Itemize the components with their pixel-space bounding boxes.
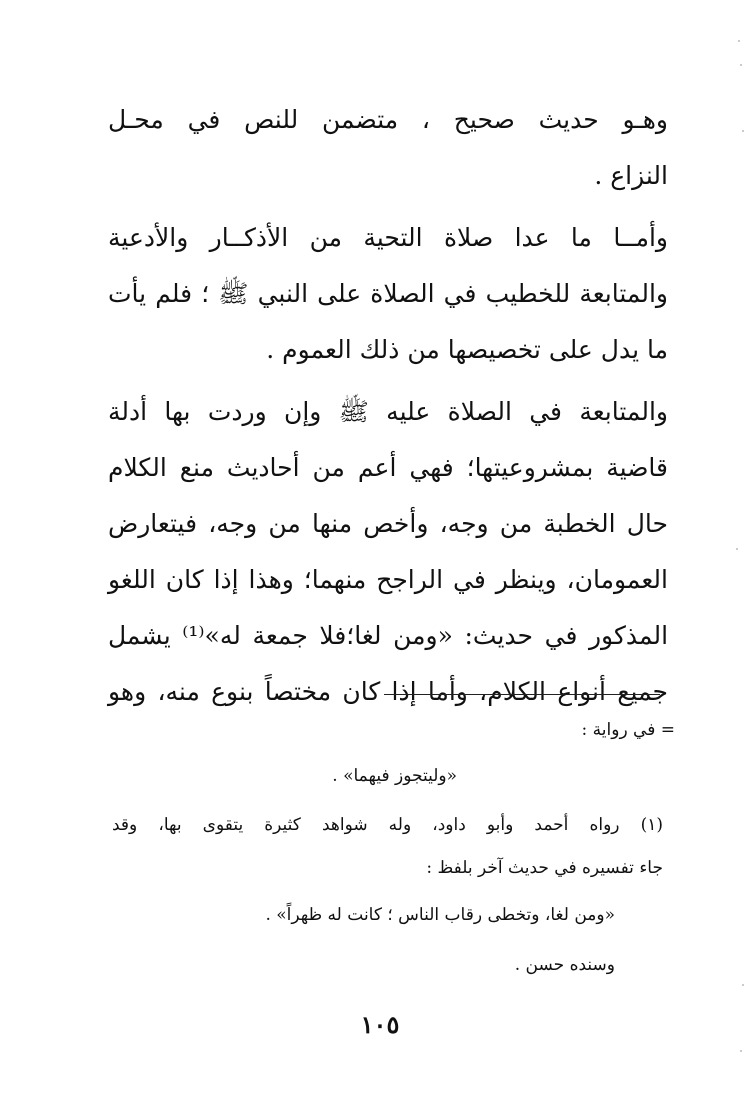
paragraph-2	[108, 210, 668, 378]
scan-speck	[742, 130, 744, 132]
scan-speck	[736, 548, 738, 550]
text-line: قاضية بمشروعيتها؛ فهي أعم من أحاديث منع الكلام	[108, 453, 668, 482]
text-line: وأمــا ما عدا صلاة التحية من الأذكــار والأدعية	[108, 223, 668, 252]
text-line: النزاع .	[594, 161, 668, 190]
scan-speck	[740, 64, 742, 66]
footnote-1-grade: وسنده حسن .	[514, 955, 615, 975]
paragraph-3	[108, 384, 668, 720]
footnote-1-line-2: جاء تفسيره في حديث آخر بلفظ :	[426, 858, 663, 878]
scan-speck	[738, 40, 740, 42]
footnote-1-quote: «ومن لغا، وتخطى رقاب الناس ؛ كانت له ظهراً» .	[265, 905, 615, 925]
text-line: وهـو حديث صحيح ، متضمن للنص في محـل	[108, 105, 668, 134]
text-line: ما يدل على تخصيصها من ذلك العموم .	[266, 335, 668, 364]
text-line: حال الخطبة من وجه، وأخص منها من وجه، فيتعارض	[108, 509, 668, 538]
paragraph-1	[108, 92, 668, 204]
text-line: العمومان، وينظر في الراجح منهما؛ وهذا إذا كان اللغو	[108, 565, 668, 594]
text-line: والمتابعة في الصلاة عليه ﷺ وإن وردت بها أدلة	[108, 397, 668, 426]
footnote-1-line-1: (١) رواه أحمد وأبو داود، وله شواهد كثيرة يتقوى بها، وقد	[112, 815, 663, 835]
page-number: ١٠٥	[360, 1010, 400, 1039]
footnote-separator	[384, 694, 660, 695]
scan-speck	[740, 1050, 742, 1052]
text-line: والمتابعة للخطيب في الصلاة على النبي ﷺ ؛ فلم يأت	[108, 279, 668, 308]
scan-speck	[742, 984, 744, 986]
text-line: المذكور في حديث: «ومن لغا؛فلا جمعة له»⁽¹⁾ يشمل	[108, 621, 669, 650]
footnote-continuation-marker: = في رواية :	[581, 720, 675, 740]
footnote-continuation-quote: «وليتجوز فيهما» .	[332, 766, 457, 786]
text-line: جميع أنواع الكلام، وأما إذا كان مختصاً بنوع منه، وهو	[108, 677, 668, 706]
main-text	[108, 92, 668, 720]
